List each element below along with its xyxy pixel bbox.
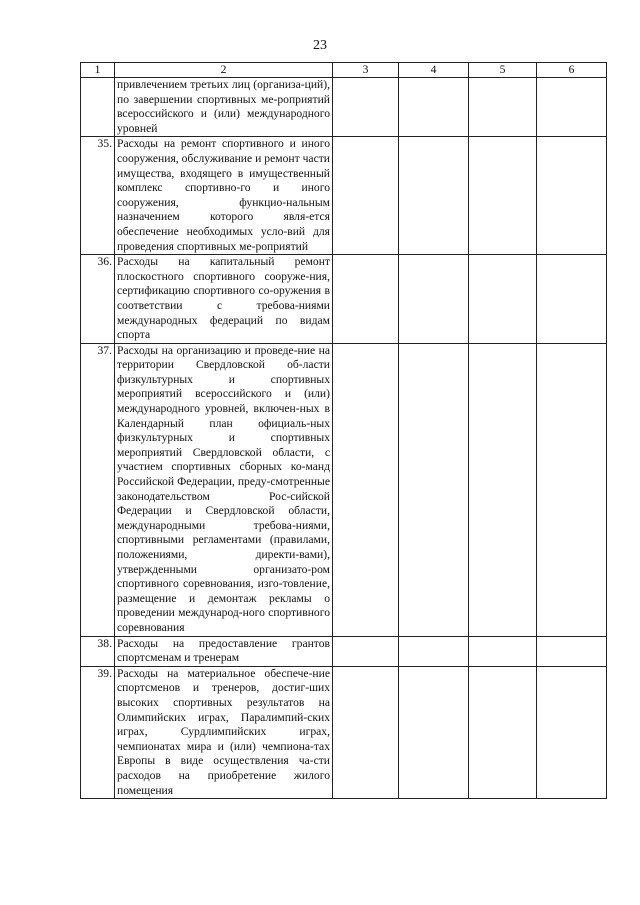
row-description: Расходы на организацию и проведе-ние на территории Свердловской об-ласти физкультурных и спортивных мероприятий всероссийского и (или) международного уровней, включен-ных в Календарный план официаль-ных физкультурных и спортивных мероприятий Свердловской области, с участием спортивных сборных ко-манд Российской Федерации, преду-смотренные законодательством Рос-сийской Федерации и Свердловской области, международными требова-ниями, спортивными регламентами (правилами, положениями, директи-вами), утвержденными организато-ром спортивного соревнования, изго-товление, размещение и демонтаж рекламы о проведении международ-ного спортивного соревнования: [115, 343, 333, 636]
cell-col-4: [399, 255, 469, 344]
page-number: 23: [313, 38, 327, 53]
column-header: 2: [115, 63, 333, 78]
table-row: [81, 636, 607, 666]
table-row: [81, 666, 607, 798]
row-number: 35.: [81, 137, 115, 255]
cell-col-5: [469, 636, 537, 666]
table-row: [81, 137, 607, 255]
cell-col-6: [537, 666, 607, 798]
table-row: [81, 343, 607, 636]
column-header: 1: [81, 63, 115, 78]
cell-col-6: [537, 255, 607, 344]
table-row: [81, 255, 607, 344]
cell-col-5: [469, 666, 537, 798]
cell-col-5: [469, 137, 537, 255]
table-header-row: [81, 63, 607, 78]
cell-col-4: [399, 636, 469, 666]
row-number: 38.: [81, 636, 115, 666]
row-number: [81, 78, 115, 137]
table-row: [81, 78, 607, 137]
column-header: 6: [537, 63, 607, 78]
cell-col-5: [469, 255, 537, 344]
cell-col-5: [469, 78, 537, 137]
row-description: Расходы на ремонт спортивного и иного сооружения, обслуживание и ремонт части имущества, входящего в имущественный комплекс спортивно-го и иного сооружения, функцио-нальным назначением которого явля-ется обеспечение необходимых усло-вий для проведения спортивных ме-роприятий: [115, 137, 333, 255]
row-description: привлечением третьих лиц (организа-ций), по завершении спортивных ме-роприятий всероссийского и (или) международного уровней: [115, 78, 333, 137]
cell-col-3: [333, 137, 399, 255]
column-header: 3: [333, 63, 399, 78]
row-number: 37.: [81, 343, 115, 636]
cell-col-3: [333, 666, 399, 798]
row-description: Расходы на материальное обеспече-ние спортсменов и тренеров, достиг-ших высоких спортивных результатов на Олимпийских играх, Паралимпий-ских играх, Сурдлимпийских играх, чемпионатах мира и (или) чемпиона-тах Европы в виде осуществления ча-сти расходов на приобретение жилого помещения: [115, 666, 333, 798]
cell-col-6: [537, 137, 607, 255]
cell-col-4: [399, 343, 469, 636]
cell-col-4: [399, 78, 469, 137]
cell-col-5: [469, 343, 537, 636]
cell-col-3: [333, 636, 399, 666]
row-number: 36.: [81, 255, 115, 344]
cell-col-3: [333, 255, 399, 344]
cell-col-6: [537, 78, 607, 137]
cell-col-4: [399, 666, 469, 798]
cell-col-4: [399, 137, 469, 255]
column-header: 4: [399, 63, 469, 78]
row-description: Расходы на капитальный ремонт плоскостного спортивного сооруже-ния, сертификацию спортивного со-оружения в соответствии с требова-ниями международных федераций по видам спорта: [115, 255, 333, 344]
row-description: Расходы на предоставление грантов спортсменам и тренерам: [115, 636, 333, 666]
cell-col-6: [537, 343, 607, 636]
cell-col-3: [333, 78, 399, 137]
column-header: 5: [469, 63, 537, 78]
row-number: 39.: [81, 666, 115, 798]
cell-col-3: [333, 343, 399, 636]
expenses-table: [80, 62, 607, 799]
cell-col-6: [537, 636, 607, 666]
